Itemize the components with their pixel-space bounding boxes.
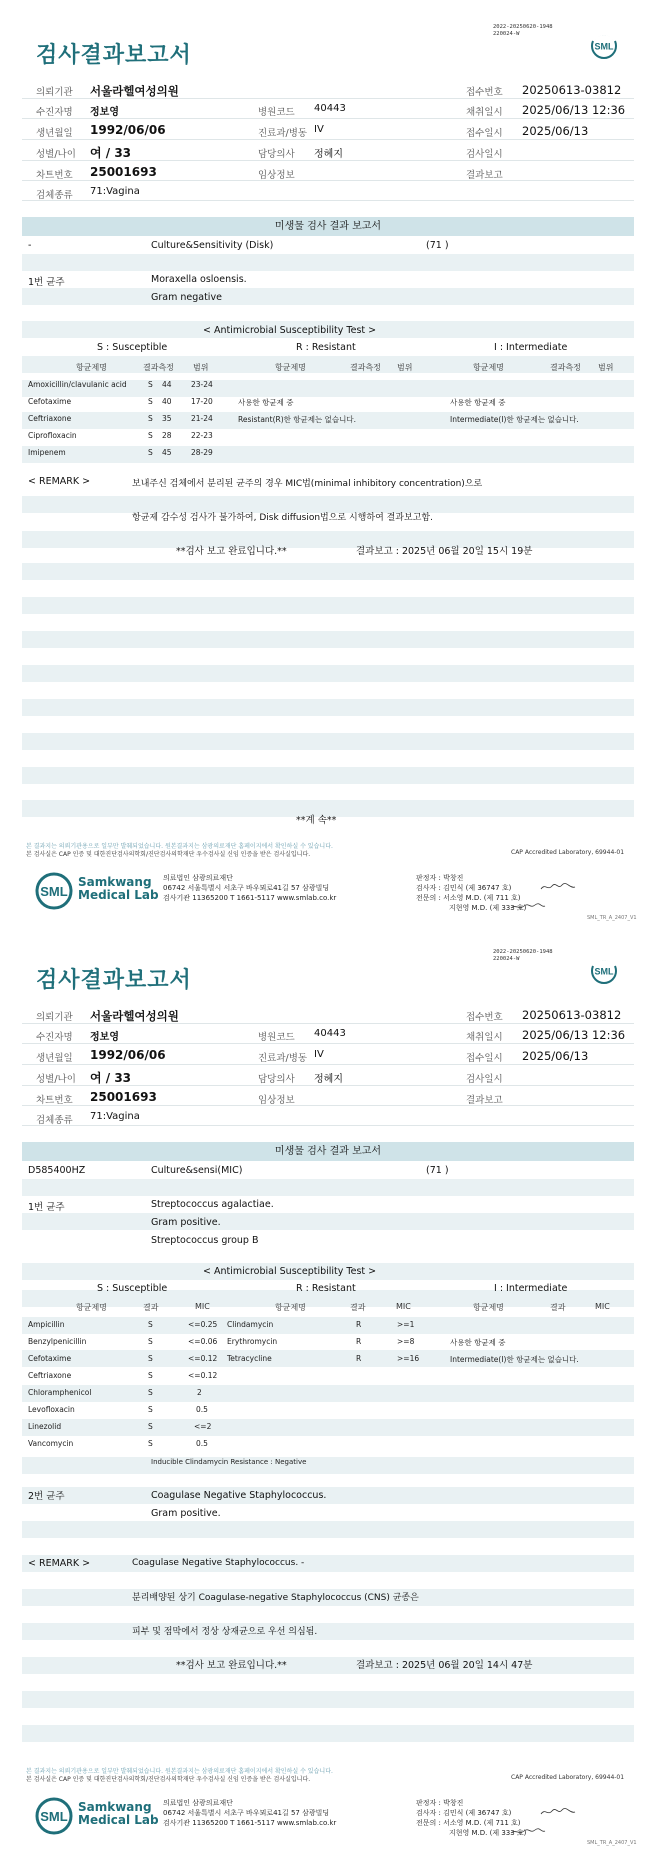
page-title: 검사결과보고서	[36, 43, 192, 68]
table-row: Ceftriaxone	[28, 414, 72, 423]
signature-icon	[540, 1807, 576, 1817]
page-title: 검사결과보고서	[36, 968, 192, 993]
remark-label: < REMARK >	[28, 476, 91, 487]
svg-text:SML: SML	[594, 41, 614, 52]
test-name: Culture&Sensitivity (Disk)	[151, 240, 274, 251]
table-row: Chloramphenicol	[28, 1388, 92, 1397]
signatories: 판정자 : 박창진 검사자 : 김민식 (제 36747 호) 전문의 : 서소영 M.D. (제 711 호) 지현영 M.D. (제 333 호)	[416, 874, 527, 912]
table-row: Levofloxacin	[28, 1405, 75, 1414]
table-row: Cefotaxime	[28, 397, 72, 406]
ast-title: < Antimicrobial Susceptibility Test >	[203, 325, 377, 336]
ast-title: < Antimicrobial Susceptibility Test >	[203, 1266, 377, 1277]
table-row: Amoxicillin/clavulanic acid	[28, 380, 127, 389]
table-row: Vancomycin	[28, 1439, 74, 1448]
institution-value: 서울라헬여성의원	[90, 84, 179, 98]
table-row: Tetracycline	[227, 1354, 272, 1363]
sml-logo-icon	[590, 32, 618, 60]
table-row: Erythromycin	[227, 1337, 278, 1346]
organism-name: Moraxella osloensis.	[151, 274, 247, 285]
table-row: Ceftriaxone	[28, 1371, 72, 1380]
complete-text: **검사 보고 완료입니다.**	[176, 546, 287, 557]
report-page-2: 2022-20250620-1948 220024-W 검사결과보고서 SML 의뢰기관 서울라헬여성의원 접수번호 20250613-03812 수진자명 정보영 병원코드 40443 채취일시 2025/06/13 12:36 생년월일 1992/06/06 진료과/병동 IV 접수일시 2025/06/13 성별/나이 여 / 33 담당의사 정혜지 검사일시 차트번호 25001693 임상정보 결과보고 검체종류 71:Vagina 미생물 검사 결과 보고서 D585400HZ Culture&sensi(MIC) (71 ) 1번 균주 Streptococcus agalactiae. Gram positive. Streptococcus group B < Antimicrobial Susceptibility Test > S : Susceptible R : Resistant I : Intermediate 항균제명 결과 MIC 항균제명 결과 MIC 항균제명 결과 MIC Ampicillin S <=0.25 Benzylpenicillin S <=0.06 Cefotaxime S <=0.12 Ceftriaxone S <=0.12 Chloramphenicol S 2 Levofloxacin S 0.5 Linezolid S <=2 Vancomycin S 0.5 Clindamycin R >=1 Erythromycin R >=8 Tetracycline R >=16 사용한 항균제 중 Intermediate(I)한 항균제는 없습니다. Inducible Clindamycin Resistance : Negative 2번 균주 Coagulase Negative Staphylococcus. Gram positive. < REMARK > Coagulase Negative Staphylococcus. - 분리배양된 상기 Coagulase-negative Staphylococcus (CNS) 균종은 피부 및 점막에서 정상 상재균으로 우선 의심됨. **검사 보고 완료입니다.** 결과보고 : 2025년 06월 20일 14시 47분 본 결과지는 의뢰기관용으로 일부만 발췌되었습니다. 원본결과지는 삼광의료재단 홈페이지에서 확인하실 수 있습니다. 본 검사실은 CAP 인증 및 대한진단검사의학회/진단검사의학재단 우수검사실 신임 인증을 받은 검사실입니다. CAP Accredited Laboratory, 69944-01 SML Samkwang Medical Lab 의료법인 삼광의료재단 06742 서울특별시 서초구 바우뫼로41길 57 삼광빌딩 검사기관 11365200 T 1661-5117 www.smlab.co.kr 판정자 : 박창진 검사자 : 김민식 (제 36747 호) 전문의 : 서소영 M.D. (제 711 호) 지현영 M.D. (제 333 호) SML_TR_A_2407_V1	[0, 925, 655, 1850]
report-time: 결과보고 : 2025년 06월 20일 14시 47분	[356, 1660, 533, 1671]
svg-text:SML: SML	[594, 966, 614, 977]
sml-footer-logo-icon	[34, 1796, 74, 1836]
sml-footer-logo-icon	[34, 871, 74, 911]
organism-label: 1번 균주	[28, 1202, 65, 1213]
table-row: Clindamycin	[227, 1320, 274, 1329]
organism-name: Streptococcus agalactiae.	[151, 1199, 274, 1210]
table-row: Benzylpenicillin	[28, 1337, 87, 1346]
test-code: D585400HZ	[28, 1165, 86, 1176]
table-row: Cefotaxime	[28, 1354, 72, 1363]
report-time: 결과보고 : 2025년 06월 20일 15시 19분	[356, 546, 533, 557]
organism-label: 2번 균주	[28, 1491, 65, 1502]
section-title: 미생물 검사 결과 보고서	[22, 1142, 634, 1161]
report-page-1: 2022-20250620-1948 220024-W 검사결과보고서 SML 의뢰기관 서울라헬여성의원 접수번호 20250613-03812 수진자명 정보영 병원코드 40443 채취일시 2025/06/13 12:36 생년월일 1992/06/06 진료과/병동 IV 접수일시 2025/06/13 성별/나이 여 / 33 담당의사 정혜지 검사일시 차트번호 25001693 임상정보 결과보고 검체종류 71:Vagina 미생물 검사 결과 보고서 - Culture&Sensitivity (Disk) (71 ) 1번 균주 Moraxella osloensis. Gram negative < Antimicrobial Susceptibility Test > S : Susceptible R : Resistant I : Intermediate 항균제명 결과측정 범위 항균제명 결과측정 범위 항균제명 결과측정 범위 Amoxicillin/clavulanic acid S 44 23-24 Cefotaxime S 40 17-20 Ceftriaxone S 35 21-24 Ciprofloxacin S 28 22-23 Imipenem S 45 28-29 사용한 항균제 중 Resistant(R)한 항균제는 없습니다. 사용한 항균제 중 Intermediate(I)한 항균제는 없습니다. < REMARK > 보내주신 검체에서 분리된 균주의 경우 MIC법(minimal inhibitory concentration)으로 항균제 감수성 검사가 불가하여, Disk diffusion법으로 시행하여 결과보고함. **검사 보고 완료입니다.** 결과보고 : 2025년 06월 20일 15시 19분 **계 속** 본 결과지는 의뢰기관용으로 일부만 발췌되었습니다. 원본결과지는 삼광의료재단 홈페이지에서 확인하실 수 있습니다. 본 검사실은 CAP 인증 및 대한진단검사의학회/진단검사의학재단 우수검사실 신임 인증을 받은 검사실입니다. CAP Accredited Laboratory, 69944-01 SML Samkwang Medical Lab 의료법인 삼광의료재단 06742 서울특별시 서초구 바우뫼로41길 57 삼광빌딩 검사기관 11365200 T 1661-5117 www.smlab.co.kr 판정자 : 박창진 검사자 : 김민식 (제 36747 호) 전문의 : 서소영 M.D. (제 711 호) 지현영 M.D. (제 333 호) SML_TR_A_2407_V1	[0, 0, 655, 925]
table-row: Ciprofloxacin	[28, 431, 77, 440]
patient-name: 정보영	[90, 107, 119, 118]
signature-icon	[510, 1827, 546, 1837]
table-row: Ampicillin	[28, 1320, 65, 1329]
document-number: 2022-20250620-1948 220024-W	[493, 949, 553, 962]
test-name: Culture&sensi(MIC)	[151, 1165, 243, 1176]
signature-icon	[510, 902, 546, 912]
table-row: Linezolid	[28, 1422, 62, 1431]
organism-name: Coagulase Negative Staphylococcus.	[151, 1490, 327, 1501]
continued-text: **계 속**	[296, 815, 337, 826]
svg-text:SML: SML	[40, 1809, 68, 1824]
complete-text: **검사 보고 완료입니다.**	[176, 1660, 287, 1671]
document-number: 2022-20250620-1948 220024-W	[493, 24, 553, 37]
dob-value: 1992/06/06	[90, 123, 166, 137]
signatories: 판정자 : 박창진 검사자 : 김민식 (제 36747 호) 전문의 : 서소영 M.D. (제 711 호) 지현영 M.D. (제 333 호)	[416, 1799, 527, 1837]
table-row: Imipenem	[28, 448, 66, 457]
sml-logo-icon	[590, 957, 618, 985]
inducible-note: Inducible Clindamycin Resistance : Negative	[151, 1458, 307, 1466]
signature-icon	[540, 882, 576, 892]
section-title: 미생물 검사 결과 보고서	[22, 217, 634, 236]
receipt-no-value: 20250613-03812	[522, 83, 622, 97]
organism-label: 1번 균주	[28, 277, 65, 288]
svg-text:SML: SML	[40, 884, 68, 899]
remark-label: < REMARK >	[28, 1558, 91, 1569]
